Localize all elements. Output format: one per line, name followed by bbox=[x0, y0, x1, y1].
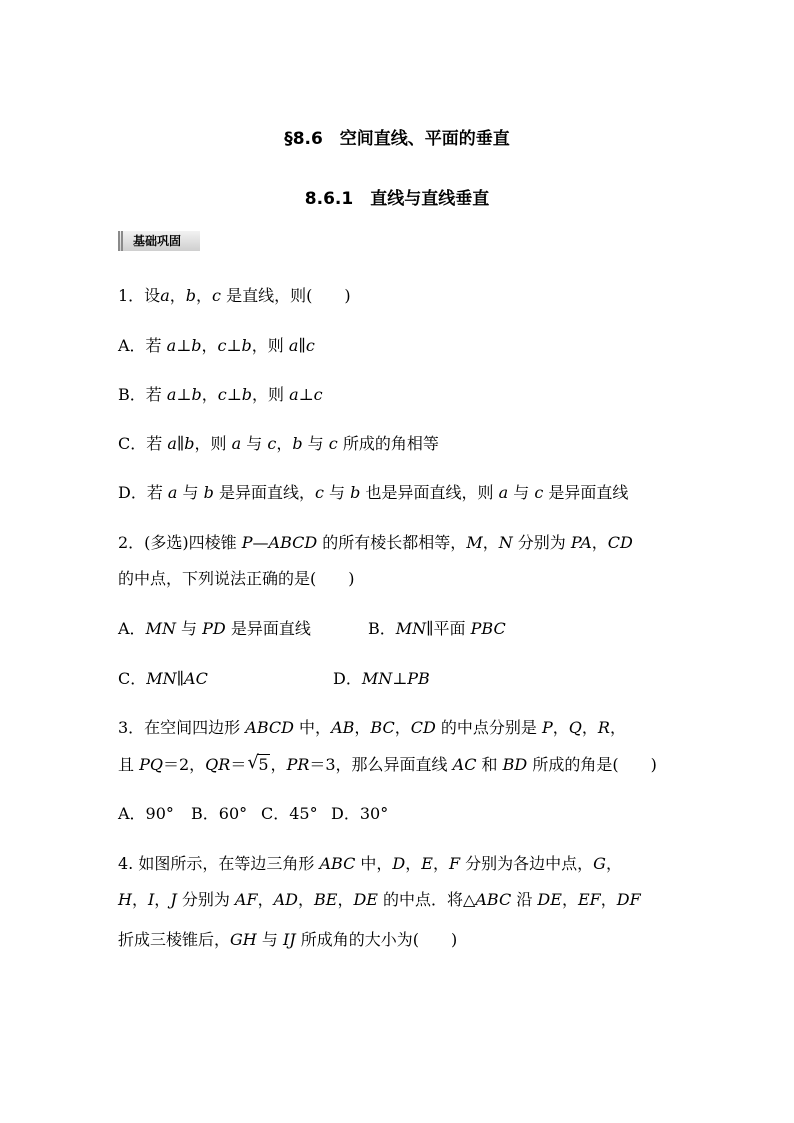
section-title: §8.6 空间直线、平面的垂直 bbox=[284, 129, 510, 149]
math-variable: a bbox=[498, 483, 509, 502]
text-segment: ， bbox=[154, 890, 171, 909]
text-segment: ∥ bbox=[298, 336, 306, 355]
text-segment: ， bbox=[605, 854, 622, 873]
q4-stem-line1 bbox=[118, 854, 622, 874]
math-variable: MN bbox=[395, 619, 427, 638]
text-segment: ， bbox=[561, 890, 578, 909]
text-segment: ， bbox=[354, 718, 371, 737]
math-variable: EF bbox=[577, 890, 601, 909]
math-variable: H bbox=[118, 890, 132, 909]
text-segment: 与 bbox=[256, 930, 283, 949]
q3-stem-line1 bbox=[118, 718, 626, 738]
math-variable: a bbox=[160, 286, 170, 305]
q3-options bbox=[118, 804, 388, 824]
text-segment: ， bbox=[276, 434, 293, 453]
math-variable: c bbox=[305, 336, 315, 355]
text-segment: 所成的角是( ) bbox=[527, 755, 657, 774]
math-variable: DE bbox=[353, 890, 378, 909]
radical-sign-icon: √ bbox=[247, 752, 259, 773]
math-variable: PBC bbox=[470, 619, 506, 638]
math-variable: ABCD bbox=[268, 533, 318, 552]
text-segment: 也是异面直线，则 bbox=[360, 483, 499, 502]
q1-option-d bbox=[118, 483, 628, 503]
text-segment: ， bbox=[169, 286, 186, 305]
math-variable: c bbox=[313, 385, 323, 404]
math-variable: MN bbox=[361, 669, 393, 688]
math-variable: c bbox=[328, 434, 338, 453]
text-segment: ＝2， bbox=[162, 755, 206, 774]
q2-stem-line2: 的中点，下列说法正确的是( ) bbox=[118, 569, 355, 588]
text-segment: 是异面直线， bbox=[213, 483, 315, 502]
math-variable: GH bbox=[230, 930, 257, 949]
q2-option-a bbox=[118, 619, 368, 639]
math-variable: PD bbox=[202, 619, 226, 638]
math-variable: N bbox=[498, 533, 513, 552]
q4-stem-line2 bbox=[118, 890, 641, 910]
math-variable: a bbox=[231, 434, 242, 453]
math-variable: D bbox=[392, 854, 406, 873]
text-segment: ， bbox=[482, 533, 499, 552]
text-segment: 折成三棱锥后， bbox=[118, 930, 231, 949]
math-variable: b bbox=[185, 286, 196, 305]
text-segment: 5 bbox=[258, 755, 269, 774]
math-variable: P bbox=[241, 533, 253, 552]
math-variable: b bbox=[191, 385, 202, 404]
q2-option-c bbox=[118, 669, 333, 689]
math-variable: c bbox=[217, 385, 227, 404]
text-segment: ， bbox=[201, 385, 218, 404]
basic-consolidation-badge: 基础巩固 bbox=[118, 231, 200, 251]
q2-option-d bbox=[333, 669, 430, 689]
math-variable: QR bbox=[205, 755, 231, 774]
text-segment: ， bbox=[394, 718, 411, 737]
text-segment: ， bbox=[609, 718, 626, 737]
q4-stem-line3 bbox=[118, 930, 457, 950]
math-variable: AF bbox=[234, 890, 258, 909]
q3-option-c: C．45° bbox=[261, 804, 318, 823]
q2-options-row1 bbox=[118, 619, 506, 639]
text-segment: 分别为各边中点， bbox=[460, 854, 594, 873]
text-segment: 中， bbox=[293, 718, 332, 737]
text-segment: ＝ bbox=[230, 755, 247, 774]
math-variable: c bbox=[212, 286, 221, 305]
text-segment: 的中点．将△ bbox=[377, 890, 476, 909]
math-variable: ABC bbox=[319, 854, 356, 873]
text-segment: — bbox=[252, 533, 269, 552]
text-segment: 所成角的大小为( ) bbox=[295, 930, 458, 949]
text-segment: 是异面直线 bbox=[225, 619, 311, 638]
text-segment: ，则 bbox=[194, 434, 232, 453]
math-variable: PB bbox=[407, 669, 430, 688]
math-variable: P bbox=[541, 718, 553, 737]
q3-option-a: A．90° bbox=[118, 804, 174, 823]
text-segment: ⊥ bbox=[226, 336, 242, 355]
math-variable: I bbox=[147, 890, 155, 909]
text-segment: 2．(多选)四棱锥 bbox=[118, 533, 242, 552]
text-segment: ， bbox=[201, 336, 218, 355]
text-segment: 且 bbox=[118, 755, 140, 774]
square-root-5 bbox=[247, 752, 269, 775]
text-segment: 沿 bbox=[511, 890, 538, 909]
math-variable: b bbox=[203, 483, 214, 502]
math-variable: a bbox=[166, 385, 177, 404]
math-variable: a bbox=[288, 336, 299, 355]
text-segment: 和 bbox=[476, 755, 503, 774]
text-segment: ， bbox=[131, 890, 148, 909]
text-segment: ， bbox=[552, 718, 569, 737]
text-segment: ， bbox=[270, 755, 287, 774]
text-segment: ⊥ bbox=[226, 385, 242, 404]
text-segment: ， bbox=[257, 890, 274, 909]
math-variable: BD bbox=[502, 755, 528, 774]
text-segment: 1．设 bbox=[118, 286, 161, 305]
math-variable: a bbox=[167, 483, 178, 502]
text-segment: ， bbox=[591, 533, 608, 552]
text-segment: 分别为 bbox=[512, 533, 571, 552]
text-segment: ， bbox=[581, 718, 598, 737]
text-segment: ＝3，那么异面直线 bbox=[309, 755, 453, 774]
text-segment: ∥ bbox=[176, 669, 185, 688]
q1-option-a bbox=[118, 336, 315, 356]
text-segment: B．若 bbox=[118, 385, 167, 404]
q2-options-row2 bbox=[118, 669, 430, 689]
text-segment: 与 bbox=[302, 434, 329, 453]
math-variable: b bbox=[241, 385, 252, 404]
math-variable: b bbox=[191, 336, 202, 355]
q1-option-b bbox=[118, 385, 323, 405]
math-variable: DF bbox=[616, 890, 641, 909]
text-segment: ∥平面 bbox=[426, 619, 471, 638]
text-segment: 与 bbox=[175, 619, 203, 638]
math-variable: CD bbox=[410, 718, 436, 737]
q3-option-d: D．30° bbox=[331, 804, 389, 823]
q3-option-b: B．60° bbox=[191, 804, 248, 823]
q2-stem-line1 bbox=[118, 533, 633, 553]
math-variable: PR bbox=[286, 755, 310, 774]
math-variable: ABCD bbox=[245, 718, 294, 737]
text-segment: 与 bbox=[177, 483, 204, 502]
math-variable: Q bbox=[568, 718, 582, 737]
math-variable: c bbox=[267, 434, 277, 453]
math-variable: b bbox=[241, 336, 252, 355]
text-segment: ， bbox=[297, 890, 314, 909]
text-segment: 3．在空间四边形 bbox=[118, 718, 246, 737]
math-variable: F bbox=[448, 854, 461, 873]
math-variable: M bbox=[466, 533, 483, 552]
text-segment: C． bbox=[118, 669, 147, 688]
math-variable: a bbox=[166, 336, 177, 355]
text-segment: 所成的角相等 bbox=[337, 434, 439, 453]
math-variable: MN bbox=[145, 619, 176, 638]
math-variable: DE bbox=[537, 890, 562, 909]
math-variable: c bbox=[315, 483, 324, 502]
math-variable: IJ bbox=[282, 930, 296, 949]
text-segment: ⊥ bbox=[176, 385, 192, 404]
text-segment: 是直线，则( ) bbox=[220, 286, 351, 305]
math-variable: BC bbox=[370, 718, 395, 737]
text-segment: ， bbox=[196, 286, 213, 305]
math-variable: c bbox=[217, 336, 227, 355]
text-segment: 4. 如图所示，在等边三角形 bbox=[118, 854, 320, 873]
text-segment: 的中点分别是 bbox=[435, 718, 542, 737]
math-variable: CD bbox=[607, 533, 633, 552]
q3-stem-line2 bbox=[118, 752, 657, 775]
text-segment: A． bbox=[118, 619, 146, 638]
text-segment: A．若 bbox=[118, 336, 167, 355]
q1-option-c bbox=[118, 434, 439, 454]
text-segment: 中， bbox=[355, 854, 393, 873]
text-segment: 分别为 bbox=[176, 890, 235, 909]
math-variable: MN bbox=[146, 669, 177, 688]
text-segment: 与 bbox=[323, 483, 351, 502]
text-segment: ， bbox=[432, 854, 449, 873]
text-segment: ⊥ bbox=[392, 669, 408, 688]
text-segment: 是异面直线 bbox=[543, 483, 629, 502]
math-variable: a bbox=[167, 434, 177, 453]
math-variable: b bbox=[184, 434, 195, 453]
q1-stem bbox=[118, 286, 351, 306]
math-variable: J bbox=[170, 890, 177, 909]
math-variable: E bbox=[421, 854, 433, 873]
q2-option-b bbox=[368, 619, 506, 639]
math-variable: PQ bbox=[139, 755, 163, 774]
text-segment: 与 bbox=[508, 483, 535, 502]
math-variable: c bbox=[534, 483, 544, 502]
math-variable: a bbox=[289, 385, 299, 404]
text-segment: ， bbox=[405, 854, 422, 873]
text-segment: D． bbox=[333, 669, 362, 688]
math-variable: b bbox=[292, 434, 303, 453]
text-segment: ∥ bbox=[176, 434, 185, 453]
text-segment: D．若 bbox=[118, 483, 168, 502]
math-variable: AC bbox=[452, 755, 477, 774]
text-segment: 与 bbox=[241, 434, 268, 453]
math-variable: b bbox=[350, 483, 361, 502]
text-segment: C．若 bbox=[118, 434, 168, 453]
math-variable: R bbox=[597, 718, 610, 737]
text-segment: ⊥ bbox=[298, 385, 314, 404]
text-segment: ， bbox=[600, 890, 617, 909]
text-segment: 的所有棱长都相等， bbox=[317, 533, 467, 552]
text-segment: ， bbox=[337, 890, 354, 909]
math-variable: BE bbox=[314, 890, 338, 909]
text-segment: ，则 bbox=[251, 336, 289, 355]
math-variable: ABC bbox=[475, 890, 512, 909]
math-variable: AC bbox=[184, 669, 208, 688]
text-segment: ，则 bbox=[251, 385, 290, 404]
math-variable: G bbox=[593, 854, 606, 873]
math-variable: AD bbox=[273, 890, 298, 909]
math-variable: AB bbox=[331, 718, 355, 737]
subsection-title: 8.6.1 直线与直线垂直 bbox=[304, 189, 490, 209]
text-segment: ⊥ bbox=[176, 336, 192, 355]
text-segment: B． bbox=[368, 619, 396, 638]
math-variable: PA bbox=[570, 533, 592, 552]
